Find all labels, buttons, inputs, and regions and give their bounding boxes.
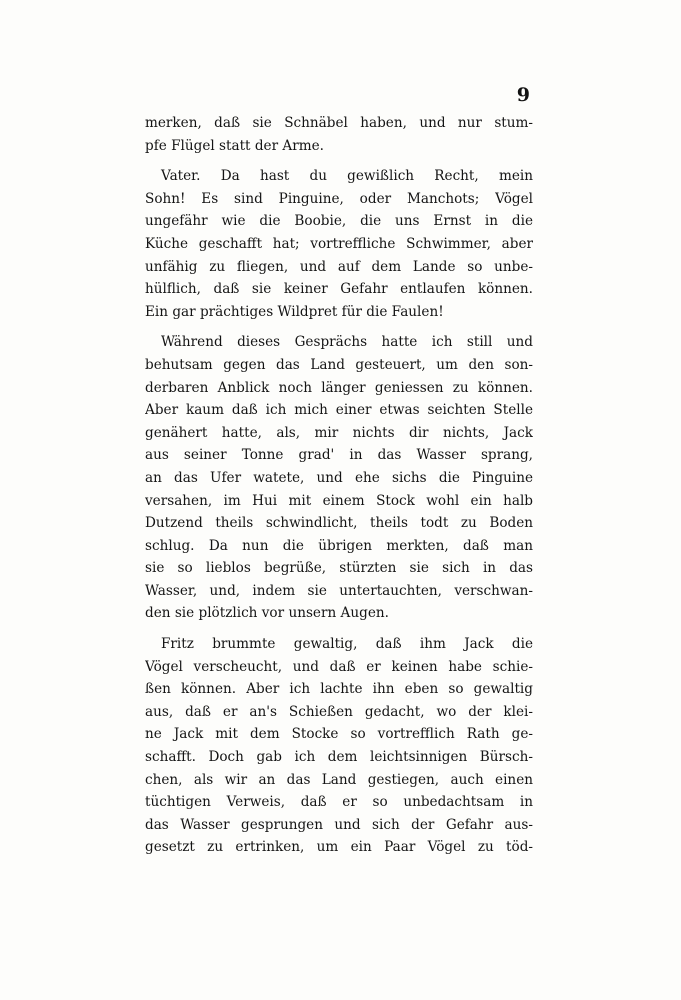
text-line: Während dieses Gesprächs hatte ich still und: [161, 334, 533, 351]
text-line: Sohn! Es sind Pinguine, oder Manchots; Vögel: [145, 190, 533, 207]
text-line: ne Jack mit dem Stocke so vortrefflich Rath ge-: [145, 726, 533, 743]
text-line: hülflich, daß sie keiner Gefahr entlaufen können.: [145, 281, 533, 298]
text-line: pfe Flügel statt der Arme.: [145, 137, 324, 154]
text-line: tüchtigen Verweis, daß er so unbedachtsam in: [145, 794, 533, 811]
text-line: das Wasser gesprungen und sich der Gefahr aus-: [145, 816, 533, 833]
text-line: unfähig zu fliegen, und auf dem Lande so unbe-: [145, 258, 533, 275]
text-line: chen, als wir an das Land gestiegen, auch einen: [145, 771, 533, 788]
text-line: Vögel verscheucht, und daß er keinen habe schie-: [145, 658, 533, 675]
paragraph-gap: [145, 323, 533, 331]
text-line: genähert hatte, als, mir nichts dir nichts, Jack: [145, 424, 533, 441]
text-line: gesetzt zu ertrinken, um ein Paar Vögel zu töd-: [145, 839, 533, 856]
text-line: schafft. Doch gab ich dem leichtsinnigen Bürsch-: [145, 749, 533, 766]
paragraph: [145, 633, 533, 859]
text-line: ßen können. Aber ich lachte ihn eben so gewaltig: [145, 681, 533, 698]
page-number: 9: [516, 84, 530, 106]
text-line: schlug. Da nun die übrigen merkten, daß man: [145, 537, 533, 554]
text-line: den sie plötzlich vor unsern Augen.: [145, 605, 389, 622]
text-line: versahen, im Hui mit einem Stock wohl ein halb: [145, 492, 533, 509]
paragraph-gap: [145, 625, 533, 633]
text-line: Fritz brummte gewaltig, daß ihm Jack die: [161, 636, 533, 653]
text-line: merken, daß sie Schnäbel haben, und nur stum-: [145, 115, 533, 131]
text-line: an das Ufer watete, und ehe sichs die Pinguine: [145, 469, 533, 486]
text-line: Dutzend theils schwindlicht, theils todt zu Boden: [145, 515, 533, 532]
paragraph-gap: [145, 157, 533, 165]
text-line: behutsam gegen das Land gesteuert, um den son-: [145, 356, 533, 373]
text-line: sie so lieblos begrüße, stürzten sie sich in das: [145, 560, 533, 577]
paragraph: [145, 112, 533, 157]
text-line: aus, daß er an's Schießen gedacht, wo der klei-: [145, 703, 533, 720]
text-line: Vater. Da hast du gewißlich Recht, mein: [161, 168, 533, 185]
text-line: derbaren Anblick noch länger geniessen zu können.: [145, 379, 533, 396]
paragraph: [145, 165, 533, 323]
text-line: Ein gar prächtiges Wildpret für die Faulen!: [145, 303, 444, 320]
body-text: [145, 112, 533, 859]
text-line: aus seiner Tonne grad' in das Wasser sprang,: [145, 447, 533, 464]
text-line: Küche geschafft hat; vortreffliche Schwimmer, aber: [145, 235, 533, 252]
text-line: ungefähr wie die Boobie, die uns Ernst in die: [145, 213, 533, 230]
text-line: Wasser, und, indem sie untertauchten, verschwan-: [145, 582, 533, 599]
paragraph: [145, 331, 533, 625]
text-line: Aber kaum daß ich mich einer etwas seichten Stelle: [145, 402, 533, 419]
